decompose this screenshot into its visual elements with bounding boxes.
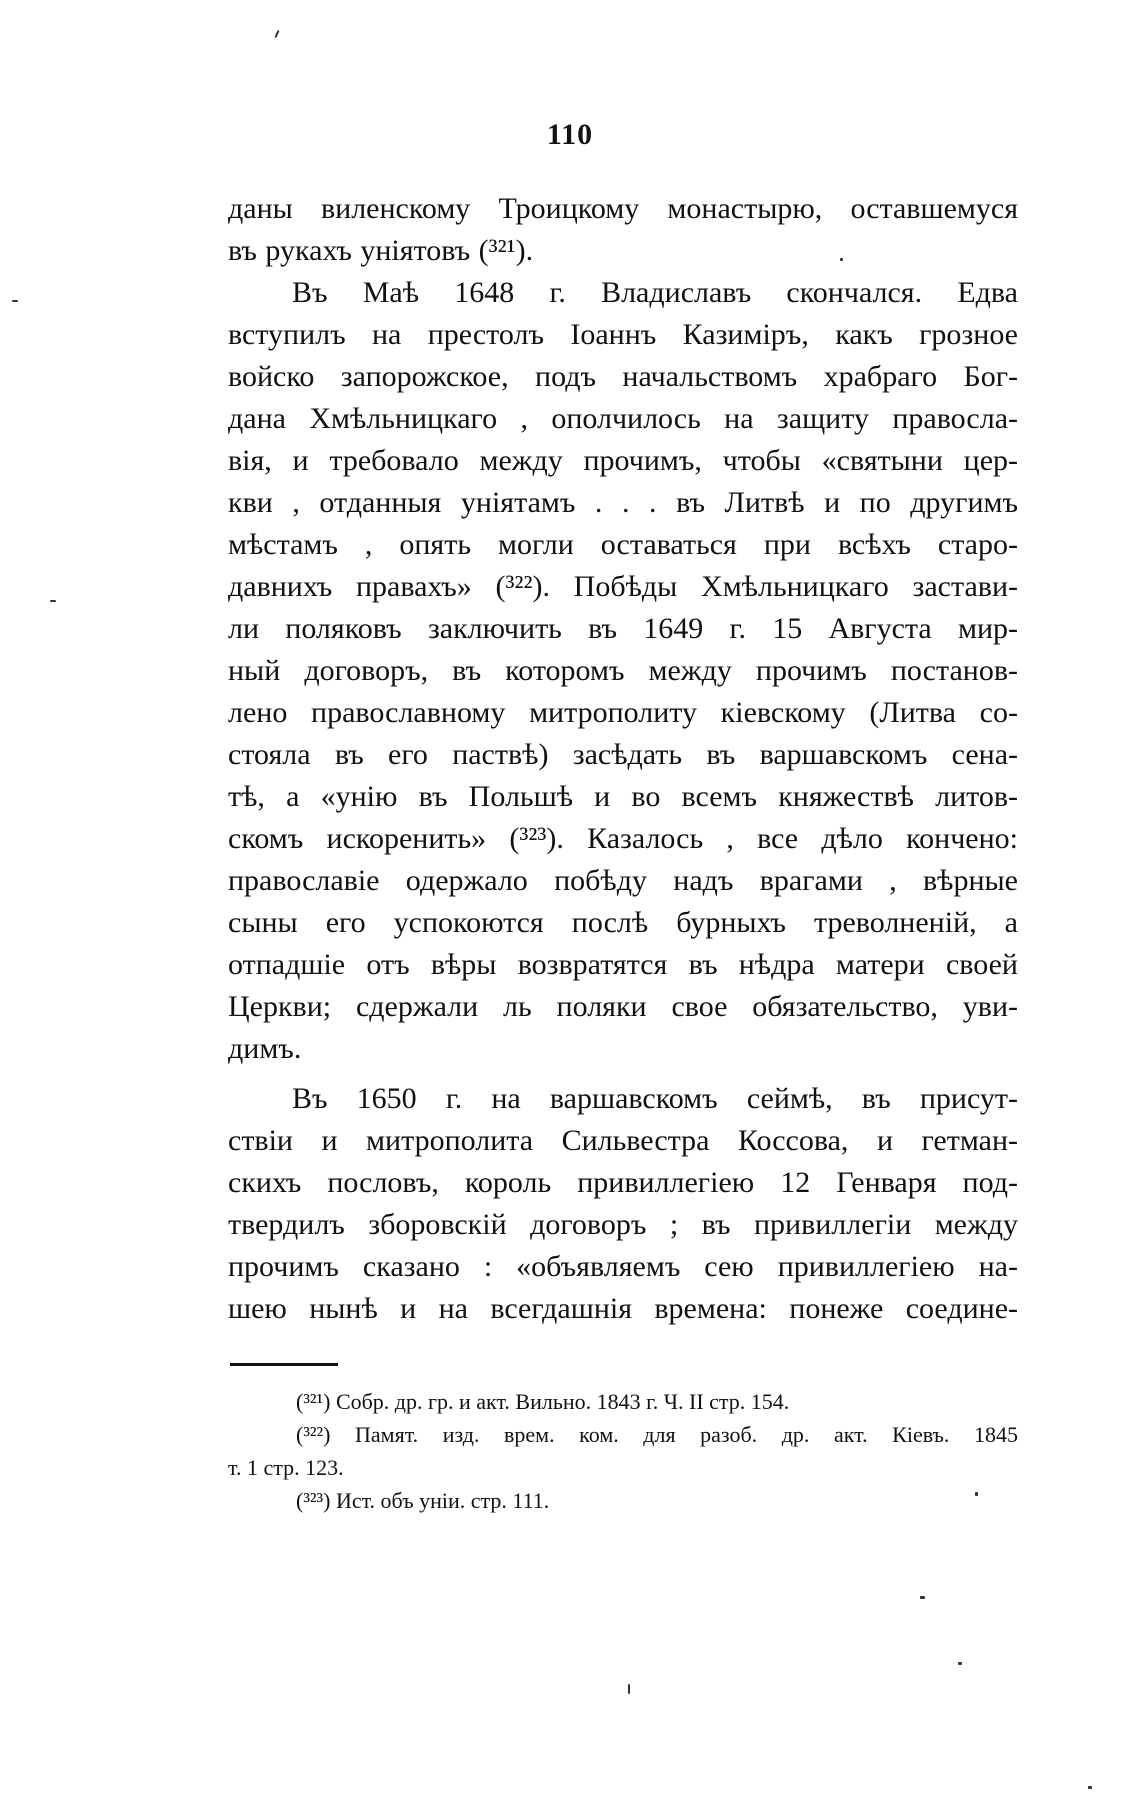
text-line: давнихъ правахъ» (³²²). Побѣды Хмѣльницкаго застави-	[228, 570, 1018, 603]
text-line: прочимъ сказано : «объявляемъ сею привиллегіею на-	[228, 1250, 1018, 1283]
text-line: сыны его успокоются послѣ бурныхъ треволненій, а	[228, 906, 1018, 939]
text-line: стояла въ его паствѣ) засѣдать въ варшавскомъ сена-	[228, 738, 1018, 771]
scan-speck	[840, 258, 843, 261]
main-text	[228, 188, 1018, 1330]
page-number: 110	[546, 118, 594, 151]
text-line: кви , отданныя уніятамъ . . . въ Литвѣ и по другимъ	[228, 486, 1018, 519]
text-line: вступилъ на престолъ Іоаннъ Казиміръ, какъ грозное	[228, 318, 1018, 351]
text-line: мѣстамъ , опять могли оставаться при всѣхъ старо-	[228, 528, 1018, 561]
text-line: лено православному митрополиту кіевскому (Литва со-	[228, 696, 1018, 729]
footnote-line: (³²²) Памят. изд. врем. ком. для разоб. др. акт. Кіевъ. 1845	[296, 1422, 1018, 1447]
footnote-separator	[230, 1363, 338, 1366]
text-line: скихъ пословъ, король привиллегіею 12 Генваря под-	[228, 1166, 1018, 1199]
text-line: отпадшіе отъ вѣры возвратятся въ нѣдра матери своей	[228, 948, 1018, 981]
text-line: шею нынѣ и на всегдашнія времена: понеже соедине-	[228, 1292, 1018, 1325]
scan-speck	[12, 300, 18, 302]
footnote-line: т. 1 стр. 123.	[228, 1455, 344, 1480]
paragraph	[228, 1078, 1018, 1330]
text-line: ный договоръ, въ которомъ между прочимъ постанов-	[228, 654, 1018, 687]
footnote	[228, 1418, 1018, 1484]
paragraph	[228, 188, 1018, 272]
text-line: Церкви; сдержали ль поляки свое обязательство, уви-	[228, 990, 1018, 1023]
scan-speck	[920, 1596, 925, 1599]
text-line: православіе одержало побѣду надъ врагами , вѣрные	[228, 864, 1018, 897]
text-line: димъ.	[228, 1032, 302, 1065]
scan-speck	[274, 30, 279, 38]
text-line: тѣ, а «унію въ Польшѣ и во всемъ княжествѣ литов-	[228, 780, 1018, 813]
footnotes	[228, 1385, 1018, 1517]
paragraph	[228, 272, 1018, 1070]
text-line: войско запорожское, подъ начальствомъ храбраго Бог-	[228, 360, 1018, 393]
footnote	[228, 1385, 1018, 1418]
scan-speck	[1088, 1786, 1092, 1789]
scan-speck	[958, 1662, 962, 1665]
text-line: даны виленскому Троицкому монастырю, оставшемуся	[228, 192, 1018, 225]
scan-speck	[975, 1492, 978, 1496]
text-line: ствіи и митрополита Сильвестра Коссова, и гетман-	[228, 1124, 1018, 1157]
text-line: ли поляковъ заключить въ 1649 г. 15 Августа мир-	[228, 612, 1018, 645]
scan-speck	[50, 600, 56, 602]
text-line: твердилъ зборовскій договоръ ; въ привиллегіи между	[228, 1208, 1018, 1241]
footnote-line: (³²¹) Собр. др. гр. и акт. Вильно. 1843 г. Ч. II стр. 154.	[296, 1389, 790, 1414]
text-line: вія, и требовало между прочимъ, чтобы «святыни цер-	[228, 444, 1018, 477]
footnote	[228, 1484, 1018, 1517]
text-line: дана Хмѣльницкаго , ополчилось на защиту правосла-	[228, 402, 1018, 435]
text-line: Въ Маѣ 1648 г. Владиславъ скончался. Едва	[292, 276, 1018, 309]
scan-speck	[628, 1684, 630, 1694]
text-line: Въ 1650 г. на варшавскомъ сеймѣ, въ присут-	[292, 1082, 1018, 1115]
text-line: въ рукахъ уніятовъ (³²¹).	[228, 234, 534, 267]
footnote-line: (³²³) Ист. объ уніи. стр. 111.	[296, 1488, 550, 1513]
text-line: скомъ искоренить» (³²³). Казалось , все дѣло кончено:	[228, 822, 1018, 855]
